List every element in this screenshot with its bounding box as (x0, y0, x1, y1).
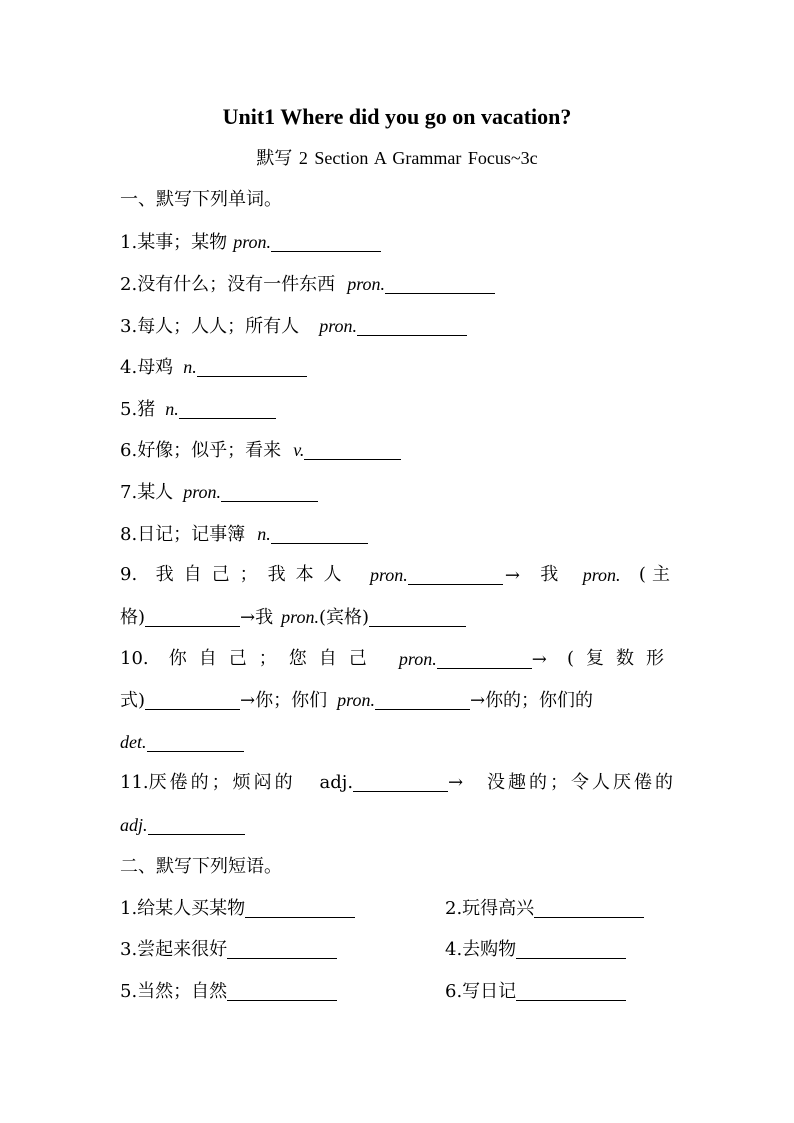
phrase-item-1: 1.给某人买某物 (120, 892, 355, 926)
word-item-11-line-1: 11.厌倦的；烦闷的 adj. → 没趣的；令人厌倦的 (120, 766, 676, 800)
page-subtitle: 默写 2 Section A Grammar Focus~3c (256, 148, 538, 168)
section-2-heading: 二、默写下列短语。 (120, 856, 282, 877)
word-item-5: 5.猪 n. (120, 392, 676, 426)
word-item-4: 4.母鸡 n. (120, 350, 676, 384)
answer-blank[interactable] (197, 354, 307, 377)
word-item-9-line-2: 格) →我 pron.(宾格) (120, 600, 676, 634)
phrase-item-4: 4.去购物 (445, 933, 626, 967)
word-item-10-line-2: 式) →你；你们 pron. →你的；你们的 (120, 683, 676, 717)
answer-blank[interactable] (145, 687, 240, 710)
answer-blank[interactable] (148, 812, 245, 835)
word-item-8: 8.日记；记事簿 n. (120, 517, 676, 551)
word-item-1: 1.某事；某物 pron. (120, 225, 676, 259)
answer-blank[interactable] (534, 895, 644, 918)
word-item-7: 7.某人 pron. (120, 475, 676, 509)
answer-blank[interactable] (385, 271, 495, 294)
word-item-9-line-1: 9. 我自己；我本人 pron. → 我 pron. (主 (120, 564, 676, 586)
answer-blank[interactable] (245, 895, 355, 918)
answer-blank[interactable] (221, 479, 318, 502)
phrase-item-3: 3.尝起来很好 (120, 933, 337, 967)
word-item-10-line-1: 10. 你自己；您自己 pron. → (复数形 (120, 648, 676, 670)
answer-blank[interactable] (516, 936, 626, 959)
answer-blank[interactable] (147, 729, 244, 752)
word-item-10-line-3: det. (120, 725, 676, 759)
answer-blank[interactable] (145, 604, 240, 627)
answer-blank[interactable] (357, 313, 467, 336)
answer-blank[interactable] (271, 521, 368, 544)
phrase-item-6: 6.写日记 (445, 975, 626, 1009)
word-item-3: 3.每人；人人；所有人 pron. (120, 309, 676, 343)
phrase-item-2: 2.玩得高兴 (445, 892, 644, 926)
answer-blank[interactable] (271, 229, 381, 252)
section-1-heading: 一、默写下列单词。 (120, 189, 282, 210)
word-item-6: 6.好像；似乎；看来 v. (120, 433, 676, 467)
page-title: Unit1 Where did you go on vacation? (222, 104, 572, 129)
answer-blank[interactable] (375, 687, 470, 710)
answer-blank[interactable] (304, 437, 401, 460)
answer-blank[interactable] (516, 978, 626, 1001)
answer-blank[interactable] (369, 604, 466, 627)
answer-blank[interactable] (227, 936, 337, 959)
answer-blank[interactable] (353, 769, 448, 792)
phrase-item-5: 5.当然；自然 (120, 975, 337, 1009)
answer-blank[interactable] (437, 646, 532, 669)
answer-blank[interactable] (179, 396, 276, 419)
word-item-11-line-2: adj. (120, 808, 676, 842)
answer-blank[interactable] (227, 978, 337, 1001)
answer-blank[interactable] (408, 562, 503, 585)
word-item-2: 2.没有什么；没有一件东西 pron. (120, 267, 676, 301)
